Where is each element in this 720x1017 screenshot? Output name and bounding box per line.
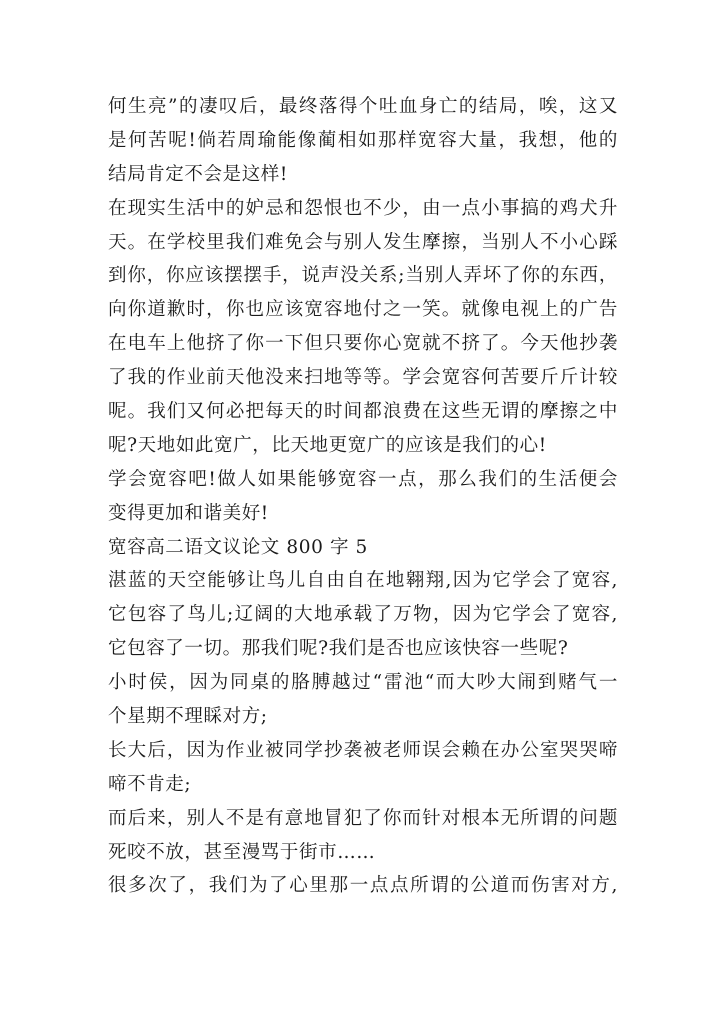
text-line: 到你，你应该摆摆手，说声没关系;当别人弄坏了你的东西， (108, 265, 618, 287)
text-line: 啼不肯走; (108, 773, 192, 795)
text-line: 在电车上他挤了你一下但只要你心宽就不挤了。今天他抄袭 (108, 333, 618, 355)
text-line: 变得更加和谐美好! (108, 502, 269, 524)
text-line: 何生亮”的凄叹后，最终落得个吐血身亡的结局，唉，这又 (108, 96, 618, 117)
text-line: 长大后，因为作业被同学抄袭被老师误会赖在办公室哭哭啼 (108, 739, 618, 761)
document-body (108, 90, 618, 903)
text-line: 向你道歉时，你也应该宽容地付之一笑。就像电视上的广告 (108, 299, 618, 321)
text-line: 了我的作业前天他没来扫地等等。学会宽容何苦要斤斤计较 (108, 367, 618, 389)
text-line: 死咬不放，甚至漫骂于街市…… (108, 841, 376, 863)
text-line: 很多次了，我们为了心里那一点点所谓的公道而伤害对方, (108, 875, 618, 897)
text-line: 宽容高二语文议论文 800 字 5 (108, 536, 368, 558)
text-line: 结局肯定不会是这样! (108, 163, 288, 185)
text-line: 呢?天地如此宽广，比天地更宽广的应该是我们的心! (108, 434, 547, 456)
text-line: 小时侯，因为同桌的胳膊越过“雷池“而大吵大闹到赌气一 (108, 672, 618, 694)
text-line: 个星期不理睬对方; (108, 706, 268, 728)
text-line: 而后来，别人不是有意地冒犯了你而针对根本无所谓的问题 (108, 807, 618, 829)
text-line: 呢。我们又何必把每天的时间都浪费在这些无谓的摩擦之中 (108, 401, 618, 423)
text-line: 是何苦呢!倘若周瑜能像蔺相如那样宽容大量，我想，他的 (108, 129, 618, 151)
text-line: 湛蓝的天空能够让鸟儿自由自在地翱翔,因为它学会了宽容, (108, 570, 618, 592)
text-line: 天。在学校里我们难免会与别人发生摩擦，当别人不小心踩 (108, 231, 618, 253)
text-line: 它包容了一切。那我们呢?我们是否也应该快容一些呢? (108, 638, 569, 660)
text-line: 它包容了鸟儿;辽阔的大地承载了万物，因为它学会了宽容, (108, 604, 618, 626)
text-line: 在现实生活中的妒忌和怨恨也不少，由一点小事搞的鸡犬升 (108, 197, 618, 219)
text-line: 学会宽容吧!做人如果能够宽容一点，那么我们的生活便会 (108, 468, 618, 490)
